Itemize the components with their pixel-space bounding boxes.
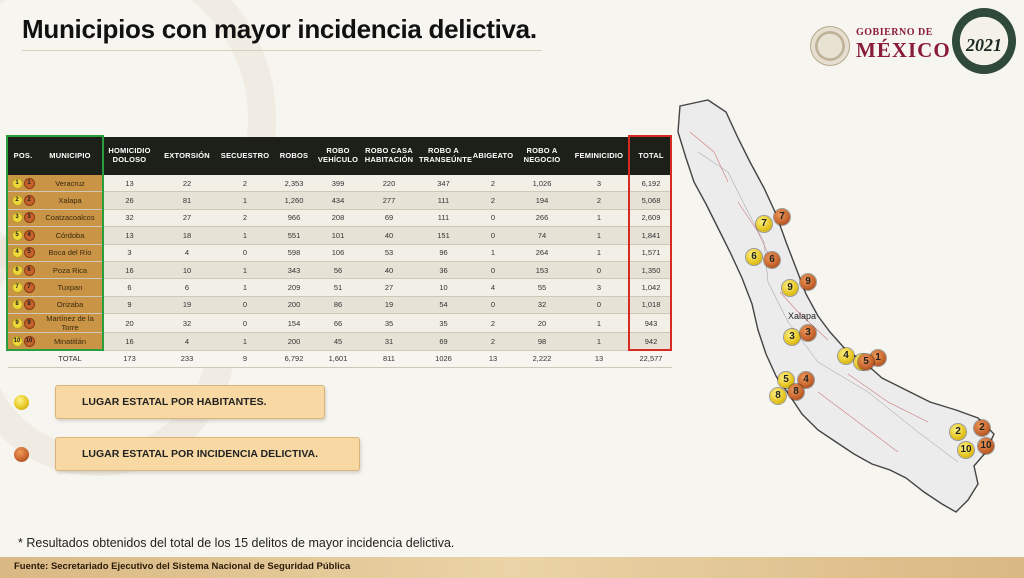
municipio-cell: Martínez de la Torre (38, 314, 102, 333)
value-cell: 106 (315, 244, 361, 261)
value-cell: 1 (568, 244, 630, 261)
veracruz-map (668, 92, 1024, 557)
incidencia-rank-dot: 9 (24, 318, 35, 329)
value-cell: 2 (470, 333, 516, 350)
value-cell: 2 (568, 192, 630, 209)
value-cell: 4 (157, 244, 217, 261)
value-cell: 1,026 (516, 175, 568, 192)
value-cell: 81 (157, 192, 217, 209)
value-cell: 40 (361, 227, 417, 244)
value-cell: 200 (273, 333, 315, 350)
habitantes-rank-dot: 7 (12, 282, 23, 293)
value-cell: 2,353 (273, 175, 315, 192)
value-cell: 19 (361, 296, 417, 313)
habitantes-map-pin: 3 (784, 329, 800, 345)
table-row (8, 227, 672, 244)
total-value-cell: 811 (361, 350, 417, 367)
value-cell: 19 (157, 296, 217, 313)
value-cell: 1 (470, 244, 516, 261)
value-cell: 2 (217, 175, 273, 192)
total-cell: 1,018 (630, 296, 672, 313)
incidencia-rank-dot: 4 (24, 230, 35, 241)
total-value-cell: 6,792 (273, 350, 315, 367)
source-text: Fuente: Secretariado Ejecutivo del Sistema Nacional de Seguridad Pública (14, 561, 351, 572)
position-cell (8, 296, 38, 313)
value-cell: 598 (273, 244, 315, 261)
value-cell: 35 (417, 314, 470, 333)
value-cell: 277 (361, 192, 417, 209)
table-header-row (8, 137, 672, 175)
position-cell (8, 227, 38, 244)
crime-table-container (8, 137, 671, 364)
total-cell: 943 (630, 314, 672, 333)
value-cell: 0 (217, 244, 273, 261)
value-cell: 1 (568, 209, 630, 226)
incidencia-rank-dot: 1 (24, 178, 35, 189)
value-cell: 16 (102, 261, 157, 278)
column-header: TOTAL (630, 137, 672, 175)
value-cell: 56 (315, 261, 361, 278)
crime-table (8, 137, 672, 368)
value-cell: 55 (516, 279, 568, 296)
value-cell: 13 (102, 175, 157, 192)
value-cell: 0 (470, 296, 516, 313)
value-cell: 27 (157, 209, 217, 226)
habitantes-map-pin: 9 (782, 280, 798, 296)
table-row (8, 244, 672, 261)
total-label: TOTAL (38, 350, 102, 367)
column-header: ROBO A NEGOCIO (516, 137, 568, 175)
value-cell: 1 (217, 192, 273, 209)
incidencia-map-pin: 2 (974, 420, 990, 436)
habitantes-map-pin: 10 (958, 442, 974, 458)
value-cell: 194 (516, 192, 568, 209)
column-header: ROBO VEHÍCULO (315, 137, 361, 175)
position-cell (8, 279, 38, 296)
value-cell: 31 (361, 333, 417, 350)
municipio-cell: Tuxpan (38, 279, 102, 296)
logo-small-text: GOBIERNO DE (856, 27, 933, 38)
value-cell: 1 (568, 314, 630, 333)
value-cell: 51 (315, 279, 361, 296)
habitantes-map-pin: 6 (746, 249, 762, 265)
incidencia-map-pin: 1 (870, 350, 886, 366)
total-cell: 1,042 (630, 279, 672, 296)
badge-year: 2021 (966, 34, 1002, 55)
column-header: MUNICIPIO (38, 137, 102, 175)
habitantes-rank-dot: 1 (12, 178, 23, 189)
municipio-cell: Xalapa (38, 192, 102, 209)
value-cell: 20 (102, 314, 157, 333)
value-cell: 111 (417, 192, 470, 209)
total-cell: 5,068 (630, 192, 672, 209)
table-row (8, 296, 672, 313)
incidencia-map-pin: 10 (978, 438, 994, 454)
habitantes-map-pin: 8 (770, 388, 786, 404)
municipio-cell: Veracruz (38, 175, 102, 192)
value-cell: 66 (315, 314, 361, 333)
total-cell: 2,609 (630, 209, 672, 226)
table-body (8, 175, 672, 367)
value-cell: 0 (470, 227, 516, 244)
value-cell: 10 (417, 279, 470, 296)
value-cell: 200 (273, 296, 315, 313)
value-cell: 399 (315, 175, 361, 192)
incidencia-rank-dot: 10 (24, 336, 35, 347)
legend-incidencia-label: LUGAR ESTATAL POR INCIDENCIA DELICTIVA. (55, 437, 360, 471)
column-header: ABIGEATO (470, 137, 516, 175)
value-cell: 26 (102, 192, 157, 209)
gobierno-de-mexico-logo (810, 26, 951, 66)
value-cell: 27 (361, 279, 417, 296)
yellow-dot-icon (14, 395, 29, 410)
year-2021-badge (952, 8, 1016, 74)
municipio-cell: Poza Rica (38, 261, 102, 278)
value-cell: 1 (217, 279, 273, 296)
total-cell: 1,571 (630, 244, 672, 261)
value-cell: 20 (516, 314, 568, 333)
municipio-cell: Córdoba (38, 227, 102, 244)
value-cell: 551 (273, 227, 315, 244)
incidencia-map-pin: 6 (764, 252, 780, 268)
total-value-cell: 233 (157, 350, 217, 367)
table-row (8, 192, 672, 209)
habitantes-map-pin: 2 (950, 424, 966, 440)
incidencia-map-pin: 5 (858, 354, 874, 370)
table-row (8, 279, 672, 296)
value-cell: 22 (157, 175, 217, 192)
habitantes-map-pin: 4 (838, 348, 854, 364)
value-cell: 264 (516, 244, 568, 261)
habitantes-rank-dot: 2 (12, 195, 23, 206)
title-underline (22, 50, 542, 51)
incidencia-map-pin: 8 (788, 384, 804, 400)
value-cell: 69 (417, 333, 470, 350)
veracruz-state-outline (668, 92, 1024, 557)
value-cell: 18 (157, 227, 217, 244)
value-cell: 3 (102, 244, 157, 261)
value-cell: 6 (157, 279, 217, 296)
incidencia-map-pin: 3 (800, 325, 816, 341)
value-cell: 53 (361, 244, 417, 261)
column-header: HOMICIDIO DOLOSO (102, 137, 157, 175)
total-cell: 1,350 (630, 261, 672, 278)
value-cell: 32 (157, 314, 217, 333)
value-cell: 98 (516, 333, 568, 350)
total-value-cell: 9 (217, 350, 273, 367)
incidencia-rank-dot: 6 (24, 265, 35, 276)
value-cell: 343 (273, 261, 315, 278)
value-cell: 0 (470, 261, 516, 278)
table-row (8, 175, 672, 192)
habitantes-rank-dot: 9 (12, 318, 23, 329)
value-cell: 86 (315, 296, 361, 313)
total-cell: 1,841 (630, 227, 672, 244)
value-cell: 45 (315, 333, 361, 350)
habitantes-map-pin: 5 (778, 372, 794, 388)
habitantes-rank-dot: 3 (12, 212, 23, 223)
value-cell: 54 (417, 296, 470, 313)
incidencia-map-pin: 9 (800, 274, 816, 290)
value-cell: 1 (217, 227, 273, 244)
total-value-cell: 13 (568, 350, 630, 367)
value-cell: 6 (102, 279, 157, 296)
position-cell (8, 333, 38, 350)
value-cell: 434 (315, 192, 361, 209)
value-cell: 2 (217, 209, 273, 226)
value-cell: 40 (361, 261, 417, 278)
incidencia-map-pin: 4 (798, 372, 814, 388)
column-header: SECUESTRO (217, 137, 273, 175)
value-cell: 1 (217, 261, 273, 278)
orange-dot-icon (14, 447, 29, 462)
column-header: EXTORSIÓN (157, 137, 217, 175)
page-title: Municipios con mayor incidencia delictiva. (22, 14, 537, 44)
position-cell (8, 314, 38, 333)
value-cell: 13 (102, 227, 157, 244)
position-cell (8, 175, 38, 192)
habitantes-rank-dot: 5 (12, 230, 23, 241)
municipio-cell: Minatitlán (38, 333, 102, 350)
xalapa-map-label: Xalapa (788, 311, 817, 321)
value-cell: 1 (568, 227, 630, 244)
footnote: * Resultados obtenidos del total de los 15 delitos de mayor incidencia delictiva. (18, 536, 455, 550)
column-header: ROBO CASA HABITACIÓN (361, 137, 417, 175)
municipio-cell: Coatzacoalcos (38, 209, 102, 226)
value-cell: 4 (157, 333, 217, 350)
value-cell: 3 (568, 279, 630, 296)
value-cell: 96 (417, 244, 470, 261)
value-cell: 347 (417, 175, 470, 192)
column-header: FEMINICIDIO (568, 137, 630, 175)
total-cell: 6,192 (630, 175, 672, 192)
value-cell: 151 (417, 227, 470, 244)
habitantes-rank-dot: 6 (12, 265, 23, 276)
value-cell: 2 (470, 314, 516, 333)
habitantes-rank-dot: 10 (12, 336, 23, 347)
value-cell: 3 (568, 175, 630, 192)
column-header: ROBO A TRANSEÚNTE (417, 137, 470, 175)
value-cell: 209 (273, 279, 315, 296)
total-value-cell: 13 (470, 350, 516, 367)
total-cell: 942 (630, 333, 672, 350)
value-cell: 266 (516, 209, 568, 226)
value-cell: 32 (102, 209, 157, 226)
legend-incidencia (14, 436, 360, 472)
value-cell: 101 (315, 227, 361, 244)
value-cell: 0 (217, 314, 273, 333)
table-total-row (8, 350, 672, 367)
legend-habitantes-label: LUGAR ESTATAL POR HABITANTES. (55, 385, 325, 419)
total-value-cell: 1,601 (315, 350, 361, 367)
value-cell: 9 (102, 296, 157, 313)
value-cell: 74 (516, 227, 568, 244)
habitantes-rank-dot: 8 (12, 299, 23, 310)
value-cell: 2 (470, 192, 516, 209)
value-cell: 220 (361, 175, 417, 192)
total-value-cell: 1026 (417, 350, 470, 367)
incidencia-rank-dot: 5 (24, 247, 35, 258)
logo-big-text: MÉXICO (856, 38, 951, 62)
habitantes-map-pin: 7 (756, 216, 772, 232)
legend-habitantes (14, 384, 325, 420)
value-cell: 0 (217, 296, 273, 313)
total-blank-cell (8, 350, 38, 367)
value-cell: 153 (516, 261, 568, 278)
table-row (8, 209, 672, 226)
total-value-cell: 22,577 (630, 350, 672, 367)
value-cell: 69 (361, 209, 417, 226)
position-cell (8, 261, 38, 278)
value-cell: 966 (273, 209, 315, 226)
value-cell: 35 (361, 314, 417, 333)
municipio-cell: Boca del Río (38, 244, 102, 261)
incidencia-rank-dot: 7 (24, 282, 35, 293)
table-row (8, 261, 672, 278)
column-header: ROBOS (273, 137, 315, 175)
table-row (8, 333, 672, 350)
value-cell: 1,260 (273, 192, 315, 209)
table-row (8, 314, 672, 333)
value-cell: 1 (217, 333, 273, 350)
value-cell: 0 (568, 261, 630, 278)
position-cell (8, 244, 38, 261)
position-cell (8, 192, 38, 209)
habitantes-rank-dot: 4 (12, 247, 23, 258)
total-value-cell: 173 (102, 350, 157, 367)
value-cell: 36 (417, 261, 470, 278)
position-cell (8, 209, 38, 226)
value-cell: 16 (102, 333, 157, 350)
incidencia-rank-dot: 3 (24, 212, 35, 223)
column-header: POS. (8, 137, 38, 175)
value-cell: 0 (568, 296, 630, 313)
municipio-cell: Orizaba (38, 296, 102, 313)
value-cell: 154 (273, 314, 315, 333)
incidencia-map-pin: 7 (774, 209, 790, 225)
value-cell: 0 (470, 209, 516, 226)
value-cell: 208 (315, 209, 361, 226)
national-seal-icon (810, 26, 850, 66)
total-value-cell: 2,222 (516, 350, 568, 367)
value-cell: 2 (470, 175, 516, 192)
value-cell: 111 (417, 209, 470, 226)
value-cell: 32 (516, 296, 568, 313)
incidencia-rank-dot: 2 (24, 195, 35, 206)
value-cell: 4 (470, 279, 516, 296)
value-cell: 1 (568, 333, 630, 350)
incidencia-rank-dot: 8 (24, 299, 35, 310)
value-cell: 10 (157, 261, 217, 278)
